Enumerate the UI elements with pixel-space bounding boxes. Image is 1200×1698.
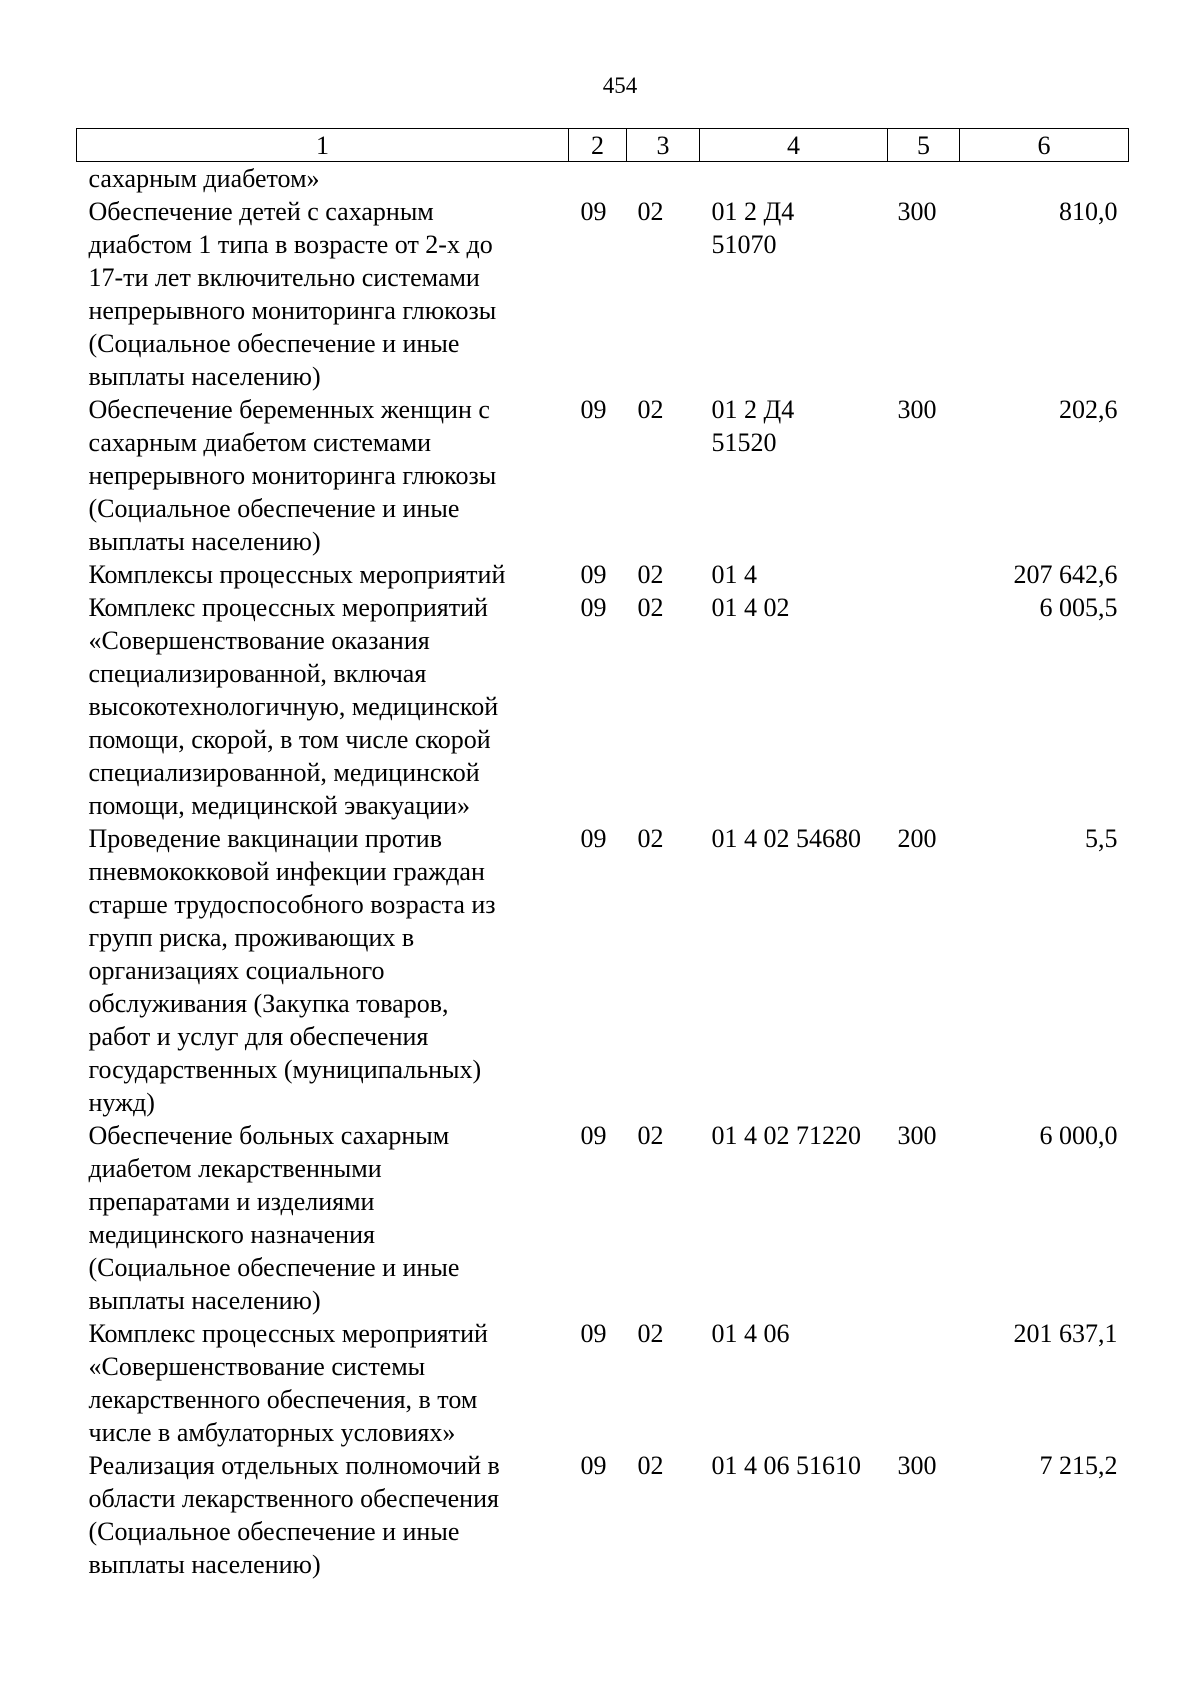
- cell-target-article: [700, 822, 888, 1119]
- cell-amount: 6 005,5: [1039, 593, 1118, 622]
- table-row: [77, 591, 1129, 822]
- table-row: [77, 393, 1129, 558]
- name-line: сахарным диабетом»: [88, 164, 320, 193]
- name-line: диабстом 1 типа в возрасте от 2-х до: [88, 230, 493, 259]
- cell-name: [77, 558, 569, 591]
- cell-name: [77, 591, 569, 822]
- table-row: [77, 558, 1129, 591]
- table-row: [77, 1449, 1129, 1581]
- name-line: лекарственного обеспечения, в том: [88, 1385, 478, 1414]
- cell-subsection: [627, 162, 700, 196]
- cell-subsection: 02: [637, 1319, 664, 1348]
- csr-line: 01 4 02: [711, 593, 790, 622]
- name-line: Проведение вакцинации против: [88, 824, 442, 853]
- csr-line: 01 2 Д4: [711, 197, 795, 226]
- cell-target-article: [700, 591, 888, 822]
- name-line: Обеспечение больных сахарным: [88, 1121, 450, 1150]
- cell-name: [77, 822, 569, 1119]
- table-body: [77, 162, 1129, 1582]
- cell-subsection: 02: [637, 197, 664, 226]
- cell-amount: 810,0: [1059, 197, 1118, 226]
- table-row: [77, 1317, 1129, 1449]
- cell-amount: 6 000,0: [1039, 1121, 1118, 1150]
- cell-name: [77, 1317, 569, 1449]
- cell-section: 09: [580, 824, 607, 853]
- cell-name: [77, 195, 569, 393]
- csr-line: 01 4: [711, 560, 757, 589]
- cell-section: 09: [580, 593, 607, 622]
- cell-section: 09: [580, 560, 607, 589]
- header-col-6: 6: [960, 129, 1129, 162]
- cell-target-article: [700, 195, 888, 393]
- budget-table: [76, 128, 1129, 1581]
- name-line: нужд): [88, 1088, 155, 1117]
- name-line: организациях социального: [88, 956, 385, 985]
- name-line: (Социальное обеспечение и иные: [88, 329, 460, 358]
- name-line: пневмококковой инфекции граждан: [88, 857, 485, 886]
- name-line: непрерывного мониторинга глюкозы: [88, 296, 497, 325]
- cell-target-article: [700, 558, 888, 591]
- cell-section: 09: [580, 197, 607, 226]
- name-line: государственных (муниципальных): [88, 1055, 482, 1084]
- page-number: 454: [602, 73, 638, 98]
- name-line: сахарным диабетом системами: [88, 428, 432, 457]
- csr-line: 01 4 06: [711, 1319, 790, 1348]
- cell-subsection: 02: [637, 1451, 664, 1480]
- cell-name: [77, 1119, 569, 1317]
- cell-expense-type: 200: [897, 824, 937, 853]
- name-line: Обеспечение беременных женщин с: [88, 395, 490, 424]
- name-line: выплаты населению): [88, 527, 321, 556]
- cell-expense-type: [888, 1317, 960, 1449]
- cell-section: [569, 162, 627, 196]
- cell-target-article: [700, 1119, 888, 1317]
- csr-line: 01 4 02 71220: [711, 1121, 861, 1150]
- name-line: «Совершенствование оказания: [88, 626, 430, 655]
- cell-section: 09: [580, 1319, 607, 1348]
- cell-target-article: [700, 162, 888, 196]
- cell-amount: 201 637,1: [1013, 1319, 1118, 1348]
- csr-line: 01 2 Д4: [711, 395, 795, 424]
- cell-amount: 207 642,6: [1013, 560, 1118, 589]
- cell-target-article: [700, 1449, 888, 1581]
- csr-line: 01 4 06 51610: [711, 1451, 861, 1480]
- cell-expense-type: 300: [897, 1451, 937, 1480]
- table-header: [77, 129, 1129, 162]
- name-line: области лекарственного обеспечения: [88, 1484, 499, 1513]
- cell-subsection: 02: [637, 1121, 664, 1150]
- cell-expense-type: [888, 591, 960, 822]
- header-col-4: 4: [700, 129, 888, 162]
- cell-subsection: 02: [637, 593, 664, 622]
- name-line: диабетом лекарственными: [88, 1154, 382, 1183]
- cell-amount: 202,6: [1059, 395, 1118, 424]
- csr-line: 51520: [711, 428, 777, 457]
- name-line: выплаты населению): [88, 1286, 321, 1315]
- cell-target-article: [700, 1317, 888, 1449]
- name-line: Реализация отдельных полномочий в: [88, 1451, 500, 1480]
- cell-expense-type: 300: [897, 1121, 937, 1150]
- cell-name: [77, 393, 569, 558]
- cell-amount: 5,5: [1085, 824, 1118, 853]
- table-row: [77, 162, 1129, 196]
- csr-line: 51070: [711, 230, 777, 259]
- cell-expense-type: 300: [897, 395, 937, 424]
- cell-name: [77, 162, 569, 196]
- header-col-5: 5: [888, 129, 960, 162]
- header-col-1: 1: [77, 129, 569, 162]
- cell-expense-type: [888, 162, 960, 196]
- cell-expense-type: [888, 558, 960, 591]
- name-line: групп риска, проживающих в: [88, 923, 415, 952]
- cell-subsection: 02: [637, 395, 664, 424]
- name-line: выплаты населению): [88, 362, 321, 391]
- name-line: специализированной, медицинской: [88, 758, 480, 787]
- name-line: 17-ти лет включительно системами: [88, 263, 480, 292]
- table-row: [77, 195, 1129, 393]
- cell-subsection: 02: [637, 560, 664, 589]
- name-line: (Социальное обеспечение и иные: [88, 1517, 460, 1546]
- cell-subsection: 02: [637, 824, 664, 853]
- header-col-3: 3: [627, 129, 700, 162]
- name-line: (Социальное обеспечение и иные: [88, 494, 460, 523]
- name-line: Комплексы процессных мероприятий: [88, 560, 506, 589]
- name-line: работ и услуг для обеспечения: [88, 1022, 429, 1051]
- csr-line: 01 4 02 54680: [711, 824, 861, 853]
- header-row: [77, 129, 1129, 162]
- name-line: обслуживания (Закупка товаров,: [88, 989, 449, 1018]
- name-line: помощи, медицинской эвакуации»: [88, 791, 470, 820]
- cell-amount: [960, 162, 1129, 196]
- name-line: старше трудоспособного возраста из: [88, 890, 496, 919]
- name-line: высокотехнологичную, медицинской: [88, 692, 499, 721]
- name-line: числе в амбулаторных условиях»: [88, 1418, 456, 1447]
- cell-section: 09: [580, 1121, 607, 1150]
- header-col-2: 2: [569, 129, 627, 162]
- name-line: «Совершенствование системы: [88, 1352, 426, 1381]
- name-line: непрерывного мониторинга глюкозы: [88, 461, 497, 490]
- name-line: (Социальное обеспечение и иные: [88, 1253, 460, 1282]
- cell-section: 09: [580, 395, 607, 424]
- name-line: Комплекс процессных мероприятий: [88, 1319, 488, 1348]
- cell-amount: 7 215,2: [1039, 1451, 1118, 1480]
- name-line: препаратами и изделиями: [88, 1187, 375, 1216]
- cell-target-article: [700, 393, 888, 558]
- table-row: [77, 822, 1129, 1119]
- cell-section: 09: [580, 1451, 607, 1480]
- name-line: Комплекс процессных мероприятий: [88, 593, 488, 622]
- name-line: выплаты населению): [88, 1550, 321, 1579]
- name-line: Обеспечение детей с сахарным: [88, 197, 434, 226]
- cell-expense-type: 300: [897, 197, 937, 226]
- name-line: специализированной, включая: [88, 659, 427, 688]
- table-row: [77, 1119, 1129, 1317]
- name-line: медицинского назначения: [88, 1220, 375, 1249]
- name-line: помощи, скорой, в том числе скорой: [88, 725, 491, 754]
- cell-name: [77, 1449, 569, 1581]
